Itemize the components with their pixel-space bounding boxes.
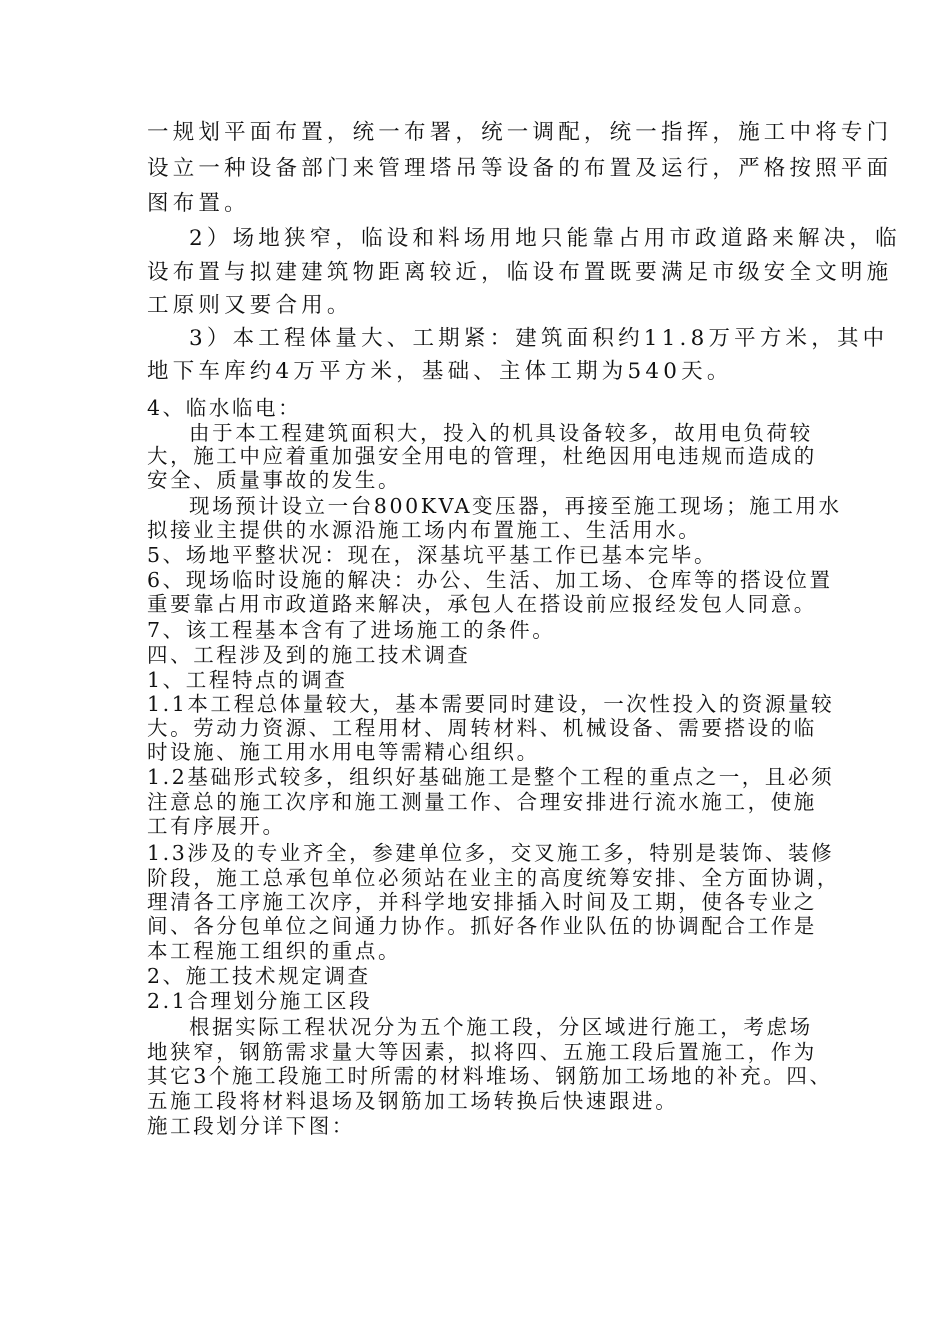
text-line: 重要靠占用市政道路来解决，承包人在搭设前应报经发包人同意。: [147, 592, 817, 616]
text-line: 6、现场临时设施的解决：办公、生活、加工场、仓库等的搭设位置: [147, 568, 833, 592]
text-line: 地下车库约4万平方米，基础、主体工期为540天。: [147, 359, 733, 384]
section-heading: 2、施工技术规定调查: [147, 964, 371, 988]
text-line: 设布置与拟建建筑物距离较近，临设布置既要满足市级安全文明施: [147, 260, 893, 285]
text-line: 阶段，施工总承包单位必须站在业主的高度统筹安排、全方面协调，: [147, 866, 840, 890]
text-line: 五施工段将材料退场及钢筋加工场转换后快速跟进。: [147, 1089, 679, 1113]
text-line: 工有序展开。: [147, 814, 286, 838]
text-line: 根据实际工程状况分为五个施工段，分区域进行施工，考虑场: [189, 1015, 813, 1039]
section-heading: 四、工程涉及到的施工技术调查: [147, 643, 471, 667]
text-line: 理清各工序施工次序，并科学地安排插入时间及工期，使各专业之: [147, 890, 817, 914]
text-line: 1.1本工程总体量较大，基本需要同时建设，一次性投入的资源量较: [147, 692, 835, 716]
text-line: 地狭窄，钢筋需求量大等因素，拟将四、五施工段后置施工，作为: [147, 1040, 817, 1064]
text-line: 大。劳动力资源、工程用材、周转材料、机械设备、需要搭设的临: [147, 716, 817, 740]
text-line: 间、各分包单位之间通力协作。抓好各作业队伍的协调配合工作是: [147, 914, 817, 938]
text-line: 安全、质量事故的发生。: [147, 468, 402, 492]
text-line: 现场预计设立一台800KVA变压器，再接至施工现场；施工用水: [189, 494, 842, 518]
text-line: 施工段划分详下图：: [147, 1114, 355, 1138]
text-line: 3）本工程体量大、工期紧：建筑面积约11.8万平方米，其中: [189, 326, 889, 351]
text-line: 时设施、施工用水用电等需精心组织。: [147, 740, 540, 764]
text-line: 注意总的施工次序和施工测量工作、合理安排进行流水施工，使施: [147, 790, 817, 814]
text-line: 大，施工中应着重加强安全用电的管理，杜绝因用电违规而造成的: [147, 444, 817, 468]
text-line: 1.3涉及的专业齐全，参建单位多，交叉施工多，特别是装饰、装修: [147, 841, 835, 865]
text-line: 7、该工程基本含有了进场施工的条件。: [147, 618, 556, 642]
section-heading: 2.1合理划分施工区段: [147, 989, 373, 1013]
section-heading: 1、工程特点的调查: [147, 668, 348, 692]
text-line: 拟接业主提供的水源沿施工场内布置施工、生活用水。: [147, 518, 702, 542]
text-line: 工原则又要合用。: [147, 293, 353, 318]
section-heading: 4、临水临电：: [147, 396, 302, 420]
text-line: 设立一种设备部门来管理塔吊等设备的布置及运行，严格按照平面: [147, 156, 893, 181]
text-line: 2）场地狭窄，临设和料场用地只能靠占用市政道路来解决，临: [189, 226, 901, 251]
text-line: 一规划平面布置，统一布署，统一调配，统一指挥，施工中将专门: [147, 120, 893, 145]
text-line: 1.2基础形式较多，组织好基础施工是整个工程的重点之一，且必须: [147, 765, 835, 789]
text-line: 由于本工程建筑面积大，投入的机具设备较多，故用电负荷较: [189, 421, 813, 445]
text-line: 图布置。: [147, 191, 250, 216]
text-line: 其它3个施工段施工时所需的材料堆场、钢筋加工场地的补充。四、: [147, 1064, 833, 1088]
text-line: 本工程施工组织的重点。: [147, 939, 402, 963]
text-line: 5、场地平整状况：现在，深基坑平基工作已基本完毕。: [147, 543, 718, 567]
